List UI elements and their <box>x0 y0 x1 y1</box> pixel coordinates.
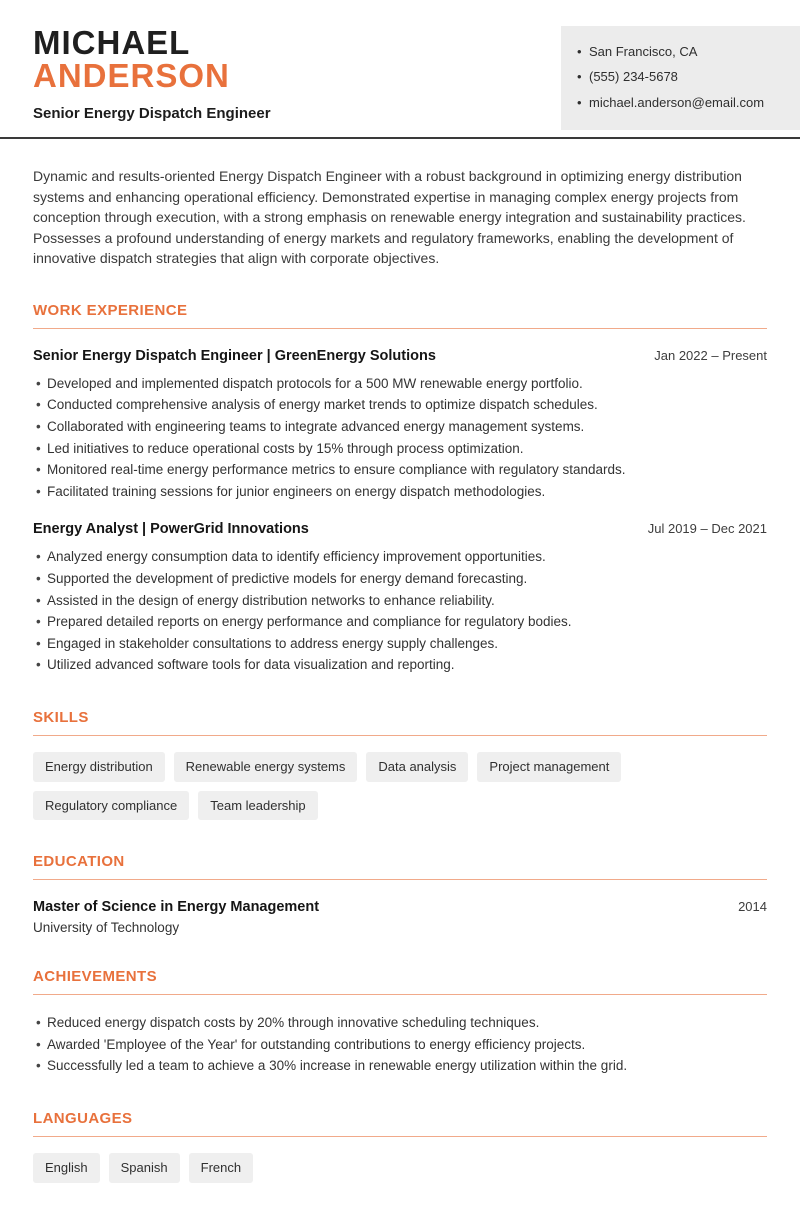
job-header-row <box>33 521 767 537</box>
contact-email: • michael.anderson@email.com <box>577 95 784 111</box>
skills-heading: SKILLS <box>33 709 767 736</box>
language-tag: Spanish <box>109 1153 180 1183</box>
skills-section <box>33 709 767 820</box>
school-name: University of Technology <box>33 920 180 936</box>
skill-tag: Renewable energy systems <box>174 752 358 782</box>
job-bullet: • Conducted comprehensive analysis of energy market trends to optimize dispatch schedules. <box>33 394 767 416</box>
job-entry <box>33 521 767 676</box>
education-header-row <box>33 899 767 915</box>
job-bullet: • Prepared detailed reports on energy performance and compliance for regulatory bodies. <box>33 611 767 633</box>
job-entry <box>33 348 767 503</box>
languages-section <box>33 1110 767 1183</box>
achievement-item: • Reduced energy dispatch costs by 20% through innovative scheduling techniques. <box>33 1012 767 1034</box>
first-name: MICHAEL <box>33 24 191 61</box>
job-header-row <box>33 348 767 364</box>
job-title-company: Senior Energy Dispatch Engineer | GreenEnergy Solutions <box>33 347 436 364</box>
job-dates: Jan 2022 – Present <box>654 347 767 363</box>
achievements-heading: ACHIEVEMENTS <box>33 968 767 995</box>
languages-tag-list <box>33 1153 767 1183</box>
job-bullet: • Engaged in stakeholder consultations to address energy supply challenges. <box>33 633 767 655</box>
graduation-year: 2014 <box>738 899 767 915</box>
language-tag: English <box>33 1153 100 1183</box>
job-bullet: • Analyzed energy consumption data to identify efficiency improvement opportunities. <box>33 546 767 568</box>
skill-tag: Team leadership <box>198 791 317 821</box>
job-bullet: • Assisted in the design of energy distribution networks to enhance reliability. <box>33 590 767 612</box>
header-job-title: Senior Energy Dispatch Engineer <box>33 105 271 122</box>
achievements-section <box>33 968 767 1077</box>
skill-tag: Energy distribution <box>33 752 165 782</box>
achievement-item: • Successfully led a team to achieve a 30% increase in renewable energy utilization within the grid. <box>33 1055 767 1077</box>
job-bullet: • Collaborated with engineering teams to integrate advanced energy management systems. <box>33 416 767 438</box>
name-block <box>33 26 271 122</box>
job-bullet: • Utilized advanced software tools for data visualization and reporting. <box>33 654 767 676</box>
skill-tag: Project management <box>477 752 621 782</box>
resume-header <box>0 0 800 139</box>
work-experience-section <box>33 302 767 676</box>
achievement-item: • Awarded 'Employee of the Year' for outstanding contributions to energy efficiency projects. <box>33 1034 767 1056</box>
education-entry <box>33 899 767 935</box>
last-name: ANDERSON <box>33 57 230 94</box>
languages-heading: LANGUAGES <box>33 1110 767 1137</box>
skill-tag: Regulatory compliance <box>33 791 189 821</box>
contact-phone: • (555) 234-5678 <box>577 69 784 85</box>
job-bullet-list <box>33 373 767 503</box>
job-dates: Jul 2019 – Dec 2021 <box>647 521 767 537</box>
degree-title: Master of Science in Energy Management <box>33 899 320 916</box>
achievements-list <box>33 1012 767 1077</box>
skill-tag: Data analysis <box>366 752 468 782</box>
job-bullet-list <box>33 546 767 676</box>
job-bullet: • Developed and implemented dispatch protocols for a 500 MW renewable energy portfolio. <box>33 373 767 395</box>
job-bullet: • Supported the development of predictive models for energy demand forecasting. <box>33 568 767 590</box>
job-bullet: • Facilitated training sessions for junior engineers on energy dispatch methodologies. <box>33 481 767 503</box>
contact-location: • San Francisco, CA <box>577 44 784 60</box>
job-bullet: • Led initiatives to reduce operational costs by 15% through process optimization. <box>33 438 767 460</box>
summary-paragraph: Dynamic and results-oriented Energy Dispatch Engineer with a robust background in optimizing energy distribution systems and enhancing operational efficiency. Demonstrated expertise in managing complex energy projects from conception through execution, with a strong emphasis on renewable energy integration and sustainability practices. Possesses a profound understanding of energy markets and regulatory frameworks, enabling the development of innovative dispatch strategies that align with corporate objectives. <box>33 168 746 267</box>
contact-box <box>561 26 800 130</box>
education-heading: EDUCATION <box>33 853 767 880</box>
education-section <box>33 853 767 935</box>
resume-body <box>0 166 800 1223</box>
skills-tag-list <box>33 752 767 820</box>
job-title-company: Energy Analyst | PowerGrid Innovations <box>33 521 309 538</box>
work-experience-heading: WORK EXPERIENCE <box>33 302 767 329</box>
job-bullet: • Monitored real-time energy performance metrics to ensure compliance with regulatory standards. <box>33 459 767 481</box>
language-tag: French <box>189 1153 253 1183</box>
full-name <box>33 26 271 92</box>
